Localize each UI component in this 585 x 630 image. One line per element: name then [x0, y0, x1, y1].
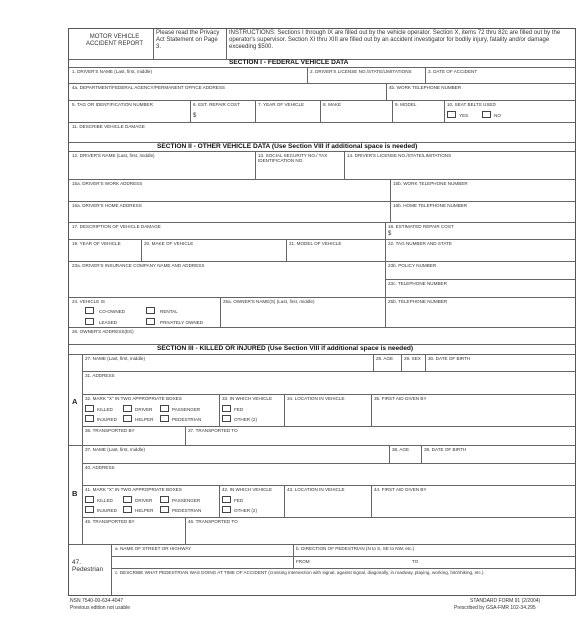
instructions-text: INSTRUCTIONS: Sections I through IX are filled out by the vehicle operator. Section X, items 72 thru 82c are filled out by the operator's supervisor. Section XI thru XIII are filled out by an accident investigator for bodily injury, fatality and/or damage exceeding $500. — [229, 30, 561, 50]
vehicle-is-label: 24. VEHICLE IS — [72, 299, 105, 304]
rental-checkbox[interactable] — [146, 307, 155, 314]
seat-belts-label: 10. SEAT BELTS USED — [447, 102, 496, 107]
person-a-label: A — [72, 397, 78, 406]
a-sex-field[interactable]: 29. SEX — [404, 356, 421, 361]
co-owned-label: CO-OWNED — [99, 309, 126, 314]
a-pedestrian-label: PEDESTRIAN — [172, 417, 202, 422]
b-mark-label: 41. MARK "X" IN TWO APPROPRIATE BOXES — [85, 487, 182, 492]
b-helper-label: HELPER — [135, 508, 154, 513]
make-field[interactable]: 8. MAKE — [323, 102, 342, 107]
prescribed-by: Prescribed by GSA-FMR 102-34.295 — [454, 605, 536, 611]
driver-name-field[interactable]: 1. DRIVER'S NAME (Last, first, middle) — [72, 69, 153, 74]
a-driver-label: DRIVER — [135, 407, 153, 412]
b-first-aid-field[interactable]: 44. FIRST AID GIVEN BY — [374, 487, 427, 492]
a-name-field[interactable]: 27. NAME (Last, first, middle) — [85, 356, 145, 361]
b-fed-checkbox[interactable] — [222, 496, 231, 503]
section-1-title: SECTION I - FEDERAL VEHICLE DATA — [229, 59, 349, 66]
other-work-phone-field[interactable]: 15b. WORK TELEPHONE NUMBER — [393, 181, 468, 186]
a-address-field[interactable]: 31. ADDRESS — [85, 373, 115, 378]
a-killed-label: KILLED — [97, 407, 113, 412]
a-first-aid-field[interactable]: 35. FIRST AID GIVEN BY — [374, 396, 427, 401]
b-other-label: OTHER (2) — [234, 508, 257, 513]
vehicle-year-field[interactable]: 7. YEAR OF VEHICLE — [258, 102, 305, 107]
previous-edition-note: Previous edition not usable — [70, 605, 131, 611]
driver-home-address-field[interactable]: 16a. DRIVER'S HOME ADDRESS — [72, 203, 142, 208]
a-other-checkbox[interactable] — [222, 415, 231, 422]
b-fed-label: FED — [234, 498, 244, 503]
section-3-title: SECTION III - KILLED OR INJURED (Use Section VIII if additional space is needed) — [157, 345, 414, 352]
a-transported-by-field[interactable]: 36. TRANSPORTED BY — [85, 428, 135, 433]
standard-form-number: STANDARD FORM 91 (2/2004) — [470, 598, 541, 604]
b-killed-label: KILLED — [97, 498, 113, 503]
a-age-field[interactable]: 28. AGE — [376, 356, 394, 361]
ssn-field[interactable]: 13. SOCIAL SECURITY NO./ TAX IDENTIFICATION NO. — [258, 153, 328, 163]
b-name-field[interactable]: 37. NAME (Last, first, middle) — [85, 447, 145, 452]
b-injured-label: INJURED — [97, 508, 117, 513]
leased-label: LEASED — [99, 320, 118, 325]
b-killed-checkbox[interactable] — [85, 496, 94, 503]
no-label: NO — [494, 113, 501, 118]
work-phone-field[interactable]: 4b. WORK TELEPHONE NUMBER — [389, 85, 462, 90]
b-age-field[interactable]: 38. AGE — [392, 447, 410, 452]
a-pedestrian-checkbox[interactable] — [160, 415, 169, 422]
a-driver-checkbox[interactable] — [123, 405, 132, 412]
b-other-checkbox[interactable] — [222, 506, 231, 513]
b-address-field[interactable]: 40. ADDRESS — [85, 465, 115, 470]
b-which-vehicle-label: 42. IN WHICH VEHICLE — [222, 487, 273, 492]
other-driver-name-field[interactable]: 12. DRIVER'S NAME (Last, first, middle) — [72, 153, 155, 158]
a-fed-label: FED — [234, 407, 244, 412]
pedestrian-activity-field[interactable]: c. DESCRIBE WHAT PEDESTRIAN WAS DOING AT TIME OF ACCIDENT (crossing intersection with signal, against signal, diagonally, in roadway, playing, working, hitchhiking, etc.) — [115, 570, 484, 575]
a-passenger-label: PASSENGER — [172, 407, 201, 412]
street-name-field[interactable]: a. NAME OF STREET OR HIGHWAY — [115, 546, 192, 551]
a-killed-checkbox[interactable] — [85, 405, 94, 412]
person-b-label: B — [72, 489, 78, 498]
owner-phone-field[interactable]: 25b. TELEPHONE NUMBER — [388, 299, 448, 304]
pedestrian-label: 47. Pedestrian — [72, 559, 104, 573]
pedestrian-direction-field[interactable]: b. DIRECTION OF PEDESTRIAN (N to S, SE to NW, etc.) — [296, 546, 415, 551]
owner-address-field[interactable]: 26. OWNER'S ADDRESS(ES) — [72, 329, 134, 334]
b-pedestrian-checkbox[interactable] — [160, 506, 169, 513]
other-vehicle-model-field[interactable]: 21. MODEL OF VEHICLE — [289, 241, 342, 246]
home-phone-field[interactable]: 16b. HOME TELEPHONE NUMBER — [393, 203, 468, 208]
a-passenger-checkbox[interactable] — [160, 405, 169, 412]
a-transported-to-field[interactable]: 37. TRANSPORTED TO — [188, 428, 238, 433]
a-dob-field[interactable]: 30. DATE OF BIRTH — [428, 356, 471, 361]
b-passenger-checkbox[interactable] — [160, 496, 169, 503]
leased-checkbox[interactable] — [85, 318, 94, 325]
model-field[interactable]: 9. MODEL — [395, 102, 417, 107]
tag-state-field[interactable]: 22. TAG NUMBER AND STATE — [388, 241, 452, 246]
driver-work-address-field[interactable]: 15a. DRIVER'S WORK ADDRESS — [72, 181, 143, 186]
other-vehicle-make-field[interactable]: 20. MAKE OF VEHICLE — [144, 241, 194, 246]
b-dob-field[interactable]: 39. DATE OF BIRTH — [424, 447, 467, 452]
vehicle-damage-field[interactable]: 11. DESCRIBE VEHICLE DAMAGE — [72, 124, 145, 129]
a-helper-checkbox[interactable] — [123, 415, 132, 422]
direction-to-label: TO — [412, 559, 419, 564]
b-driver-label: DRIVER — [135, 498, 153, 503]
b-injured-checkbox[interactable] — [85, 506, 94, 513]
privately-owned-checkbox[interactable] — [146, 318, 155, 325]
b-pedestrian-label: PEDESTRIAN — [172, 508, 202, 513]
insurance-company-field[interactable]: 23a. DRIVER'S INSURANCE COMPANY NAME AND ADDRESS — [72, 263, 205, 268]
privately-owned-label: PRIVATELY OWNED — [160, 320, 204, 325]
yes-label: YES — [459, 113, 469, 118]
accident-report-form — [68, 28, 576, 596]
b-helper-checkbox[interactable] — [123, 506, 132, 513]
tag-number-field[interactable]: 5. TAG OR IDENTIFICATION NUMBER — [72, 102, 153, 107]
a-injured-label: INJURED — [97, 417, 117, 422]
repair-cost-dollar: $ — [193, 113, 197, 119]
owner-name-field[interactable]: 25a. OWNER'S NAME(S) (Last, first, middle) — [223, 299, 315, 304]
b-location-field[interactable]: 43. LOCATION IN VEHICLE — [287, 487, 345, 492]
direction-from-label: FROM — [296, 559, 310, 564]
b-transported-to-field[interactable]: 46. TRANSPORTED TO — [188, 519, 238, 524]
seat-belts-yes-checkbox[interactable] — [447, 111, 456, 118]
accident-date-field[interactable]: 3. DATE OF ACCIDENT — [428, 69, 478, 74]
b-transported-by-field[interactable]: 45. TRANSPORTED BY — [85, 519, 135, 524]
other-vehicle-damage-field[interactable]: 17. DESCRIPTION OF VEHICLE DAMAGE — [72, 224, 161, 229]
policy-number-field[interactable]: 23b. POLICY NUMBER — [388, 263, 437, 268]
a-fed-checkbox[interactable] — [222, 405, 231, 412]
other-vehicle-year-field[interactable]: 19. YEAR OF VEHICLE — [72, 241, 121, 246]
insurance-phone-field[interactable]: 23c. TELEPHONE NUMBER — [388, 281, 447, 286]
agency-address-field[interactable]: 4a. DEPARTMENT/FEDERAL AGENCY/PERMANENT OFFICE ADDRESS — [72, 85, 225, 90]
a-which-vehicle-label: 33. IN WHICH VEHICLE — [222, 396, 273, 401]
license-field[interactable]: 2. DRIVER'S LICENSE NO./STATE/LIMITATIONS — [310, 69, 412, 74]
a-injured-checkbox[interactable] — [85, 415, 94, 422]
agency-title: MOTOR VEHICLE ACCIDENT REPORT — [85, 34, 144, 47]
co-owned-checkbox[interactable] — [85, 307, 94, 314]
rental-label: RENTAL — [160, 309, 178, 314]
b-passenger-label: PASSENGER — [172, 498, 201, 503]
a-mark-label: 32. MARK "X" IN TWO APPROPRIATE BOXES — [85, 396, 182, 401]
seat-belts-no-checkbox[interactable] — [482, 111, 491, 118]
nsn-number: NSN 7540-00-634-4047 — [70, 598, 124, 604]
a-helper-label: HELPER — [135, 417, 154, 422]
a-location-field[interactable]: 34. LOCATION IN VEHICLE — [287, 396, 345, 401]
privacy-note: Please read the Privacy Act Statement on Page 3. — [156, 30, 220, 50]
estimated-repair-dollar: $ — [388, 231, 392, 237]
other-license-field[interactable]: 14. DRIVER'S LICENSE NO./STATE/LIMITATIONS — [347, 153, 452, 158]
a-other-label: OTHER (2) — [234, 417, 257, 422]
section-2-title: SECTION II - OTHER VEHICLE DATA (Use Section VIII if additional space is needed) — [157, 143, 418, 150]
b-driver-checkbox[interactable] — [123, 496, 132, 503]
estimated-repair-field[interactable]: 18. ESTIMATED REPAIR COST — [388, 224, 454, 229]
repair-cost-field[interactable]: 6. EST. REPAIR COST — [193, 102, 240, 107]
